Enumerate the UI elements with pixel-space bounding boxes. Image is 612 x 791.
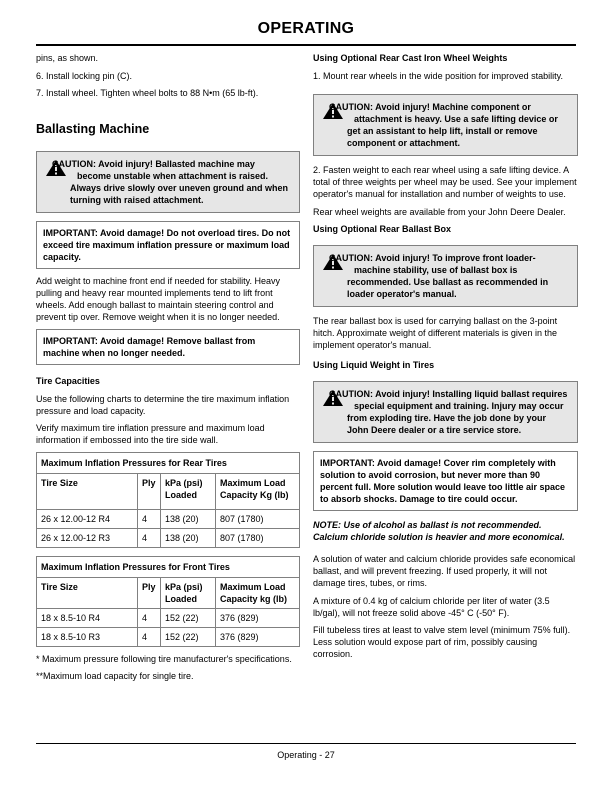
tire-paragraph: Use the following charts to determine the tire maximum inflation pressure and load capacity. [36, 393, 290, 416]
table-cell: 807 (1780) [216, 528, 300, 547]
table-cell: 18 x 8.5-10 R4 [37, 608, 138, 627]
table-cell: 152 (22) [161, 627, 216, 646]
intro-line: 6. Install locking pin (C). [36, 70, 133, 81]
rear-tire-table [36, 452, 300, 548]
table-cell: 4 [138, 509, 161, 528]
ballast-box-paragraph: The rear ballast box is used for carrying ballast on the 3-point hitch. Approximate weight of different materials is given in the implement operator's manual. [313, 316, 558, 350]
footnote: **Maximum load capacity for single tire. [36, 671, 194, 681]
header-rule [36, 44, 576, 46]
table-cell: 18 x 8.5-10 R3 [37, 627, 138, 646]
right-column [313, 52, 578, 666]
caution-text: CAUTION: Avoid injury! Ballasted machine may become unstable when attachment is raised. Always drive slowly over uneven ground and when turning with raised attachment. [52, 159, 289, 205]
table-cell: 26 x 12.00-12 R4 [37, 509, 138, 528]
caution-box [36, 151, 300, 213]
liquid-paragraph: Fill tubeless tires at least to valve stem level (minimum 75% full). Less solution would expose part of rim, possibly causing corrosion. [313, 625, 571, 659]
caution-box [313, 245, 578, 307]
table-header: kPa (psi) Loaded [161, 577, 216, 608]
page-number: Operating - 27 [277, 750, 335, 760]
caution-box [313, 381, 578, 443]
table-cell: 376 (829) [216, 608, 300, 627]
liquid-weight-heading: Using Liquid Weight in Tires [313, 360, 435, 370]
table-row [37, 608, 300, 627]
table-row [37, 528, 300, 547]
table-header: Ply [138, 473, 161, 509]
table-header: Tire Size [37, 473, 138, 509]
table-header: Maximum Load Capacity Kg (lb) [216, 473, 300, 509]
caution-text: CAUTION: Avoid injury! Machine component or attachment is heavy. Use a safe lifting device or get an assistant to help lift, install or remove component or attachment. [329, 102, 558, 148]
page-header-title: OPERATING [257, 20, 355, 37]
footnote: * Maximum pressure following tire manufacturer's specifications. [36, 653, 292, 664]
table-cell: 152 (22) [161, 608, 216, 627]
page-footer [36, 743, 576, 760]
liquid-paragraph: A mixture of 0.4 kg of calcium chloride per liter of water (3.5 lb/gal), will not freeze solid above -45° C (-50° F). [313, 595, 550, 618]
section-title: Ballasting Machine [36, 122, 150, 136]
table-header: Tire Size [37, 577, 138, 608]
table-cell: 26 x 12.00-12 R3 [37, 528, 138, 547]
important-box: IMPORTANT: Avoid damage! Do not overload tires. Do not exceed tire maximum inflation pressure or maximum load capacity. [36, 221, 300, 269]
wheel-weights-heading: Using Optional Rear Cast Iron Wheel Weights [313, 53, 508, 63]
caution-text: CAUTION: Avoid injury! To improve front loader-machine stability, use of ballast box is recommended. Use ballast as recommended in loader operator's manual. [329, 253, 549, 299]
liquid-paragraph: A solution of water and calcium chloride provides safe economical ballast, and will prevent freezing. If used properly, it will not damage tires, tubes, or rims. [313, 554, 576, 588]
table-cell: 4 [138, 528, 161, 547]
table-header: Ply [138, 577, 161, 608]
weights-paragraph: Rear wheel weights are available from your John Deere Dealer. [313, 206, 566, 217]
table-header: Maximum Load Capacity kg (lb) [216, 577, 300, 608]
important-box: IMPORTANT: Avoid damage! Cover rim completely with solution to avoid corrosion, but never more than 90 percent full. More solution would leave too little air space to absorb shocks. Damage to tire could occur. [313, 451, 578, 511]
table-title: Maximum Inflation Pressures for Rear Tires [37, 452, 300, 473]
table-title: Maximum Inflation Pressures for Front Tires [37, 556, 300, 577]
tire-paragraph: Verify maximum tire inflation pressure and maximum load information if embossed into the tire side wall. [36, 423, 265, 445]
weights-step: 1. Mount rear wheels in the wide position for improved stability. [313, 71, 563, 81]
important-box: IMPORTANT: Avoid damage! Remove ballast from machine when no longer needed. [36, 329, 300, 365]
tire-capacities-heading: Tire Capacities [36, 375, 100, 386]
table-cell: 376 (829) [216, 627, 300, 646]
ballast-paragraph: Add weight to machine front end if needed for stability. Heavy pulling and heavy rear mounted implements tend to lift front wheels. Add enough ballast to maintain steering control and prevent tip over. Remove weight when it is no longer needed. [36, 276, 280, 322]
table-header: kPa (psi) Loaded [161, 473, 216, 509]
table-cell: 138 (20) [161, 528, 216, 547]
front-tire-table [36, 556, 300, 647]
note-text: NOTE: Use of alcohol as ballast is not recommended. Calcium chloride solution is heavier and more economical. [313, 520, 565, 542]
weights-step: 2. Fasten weight to each rear wheel using a safe lifting device. A total of three weights per wheel may be used. See your implement operator's manual for installation and number of weights to use. [313, 165, 577, 199]
left-column [36, 52, 300, 688]
caution-text: CAUTION: Avoid injury! Installing liquid ballast requires special equipment and training. Injury may occur from exploding tire. Have the job done by your John Deere dealer or a tire service store. [329, 389, 568, 435]
caution-box [313, 94, 578, 156]
intro-line: pins, as shown. [36, 53, 99, 63]
table-cell: 138 (20) [161, 509, 216, 528]
table-cell: 4 [138, 627, 161, 646]
table-row [37, 509, 300, 528]
table-cell: 4 [138, 608, 161, 627]
intro-line: 7. Install wheel. Tighten wheel bolts to 88 N•m (65 lb-ft). [36, 88, 259, 98]
table-row [37, 627, 300, 646]
ballast-box-heading: Using Optional Rear Ballast Box [313, 224, 452, 234]
table-cell: 807 (1780) [216, 509, 300, 528]
